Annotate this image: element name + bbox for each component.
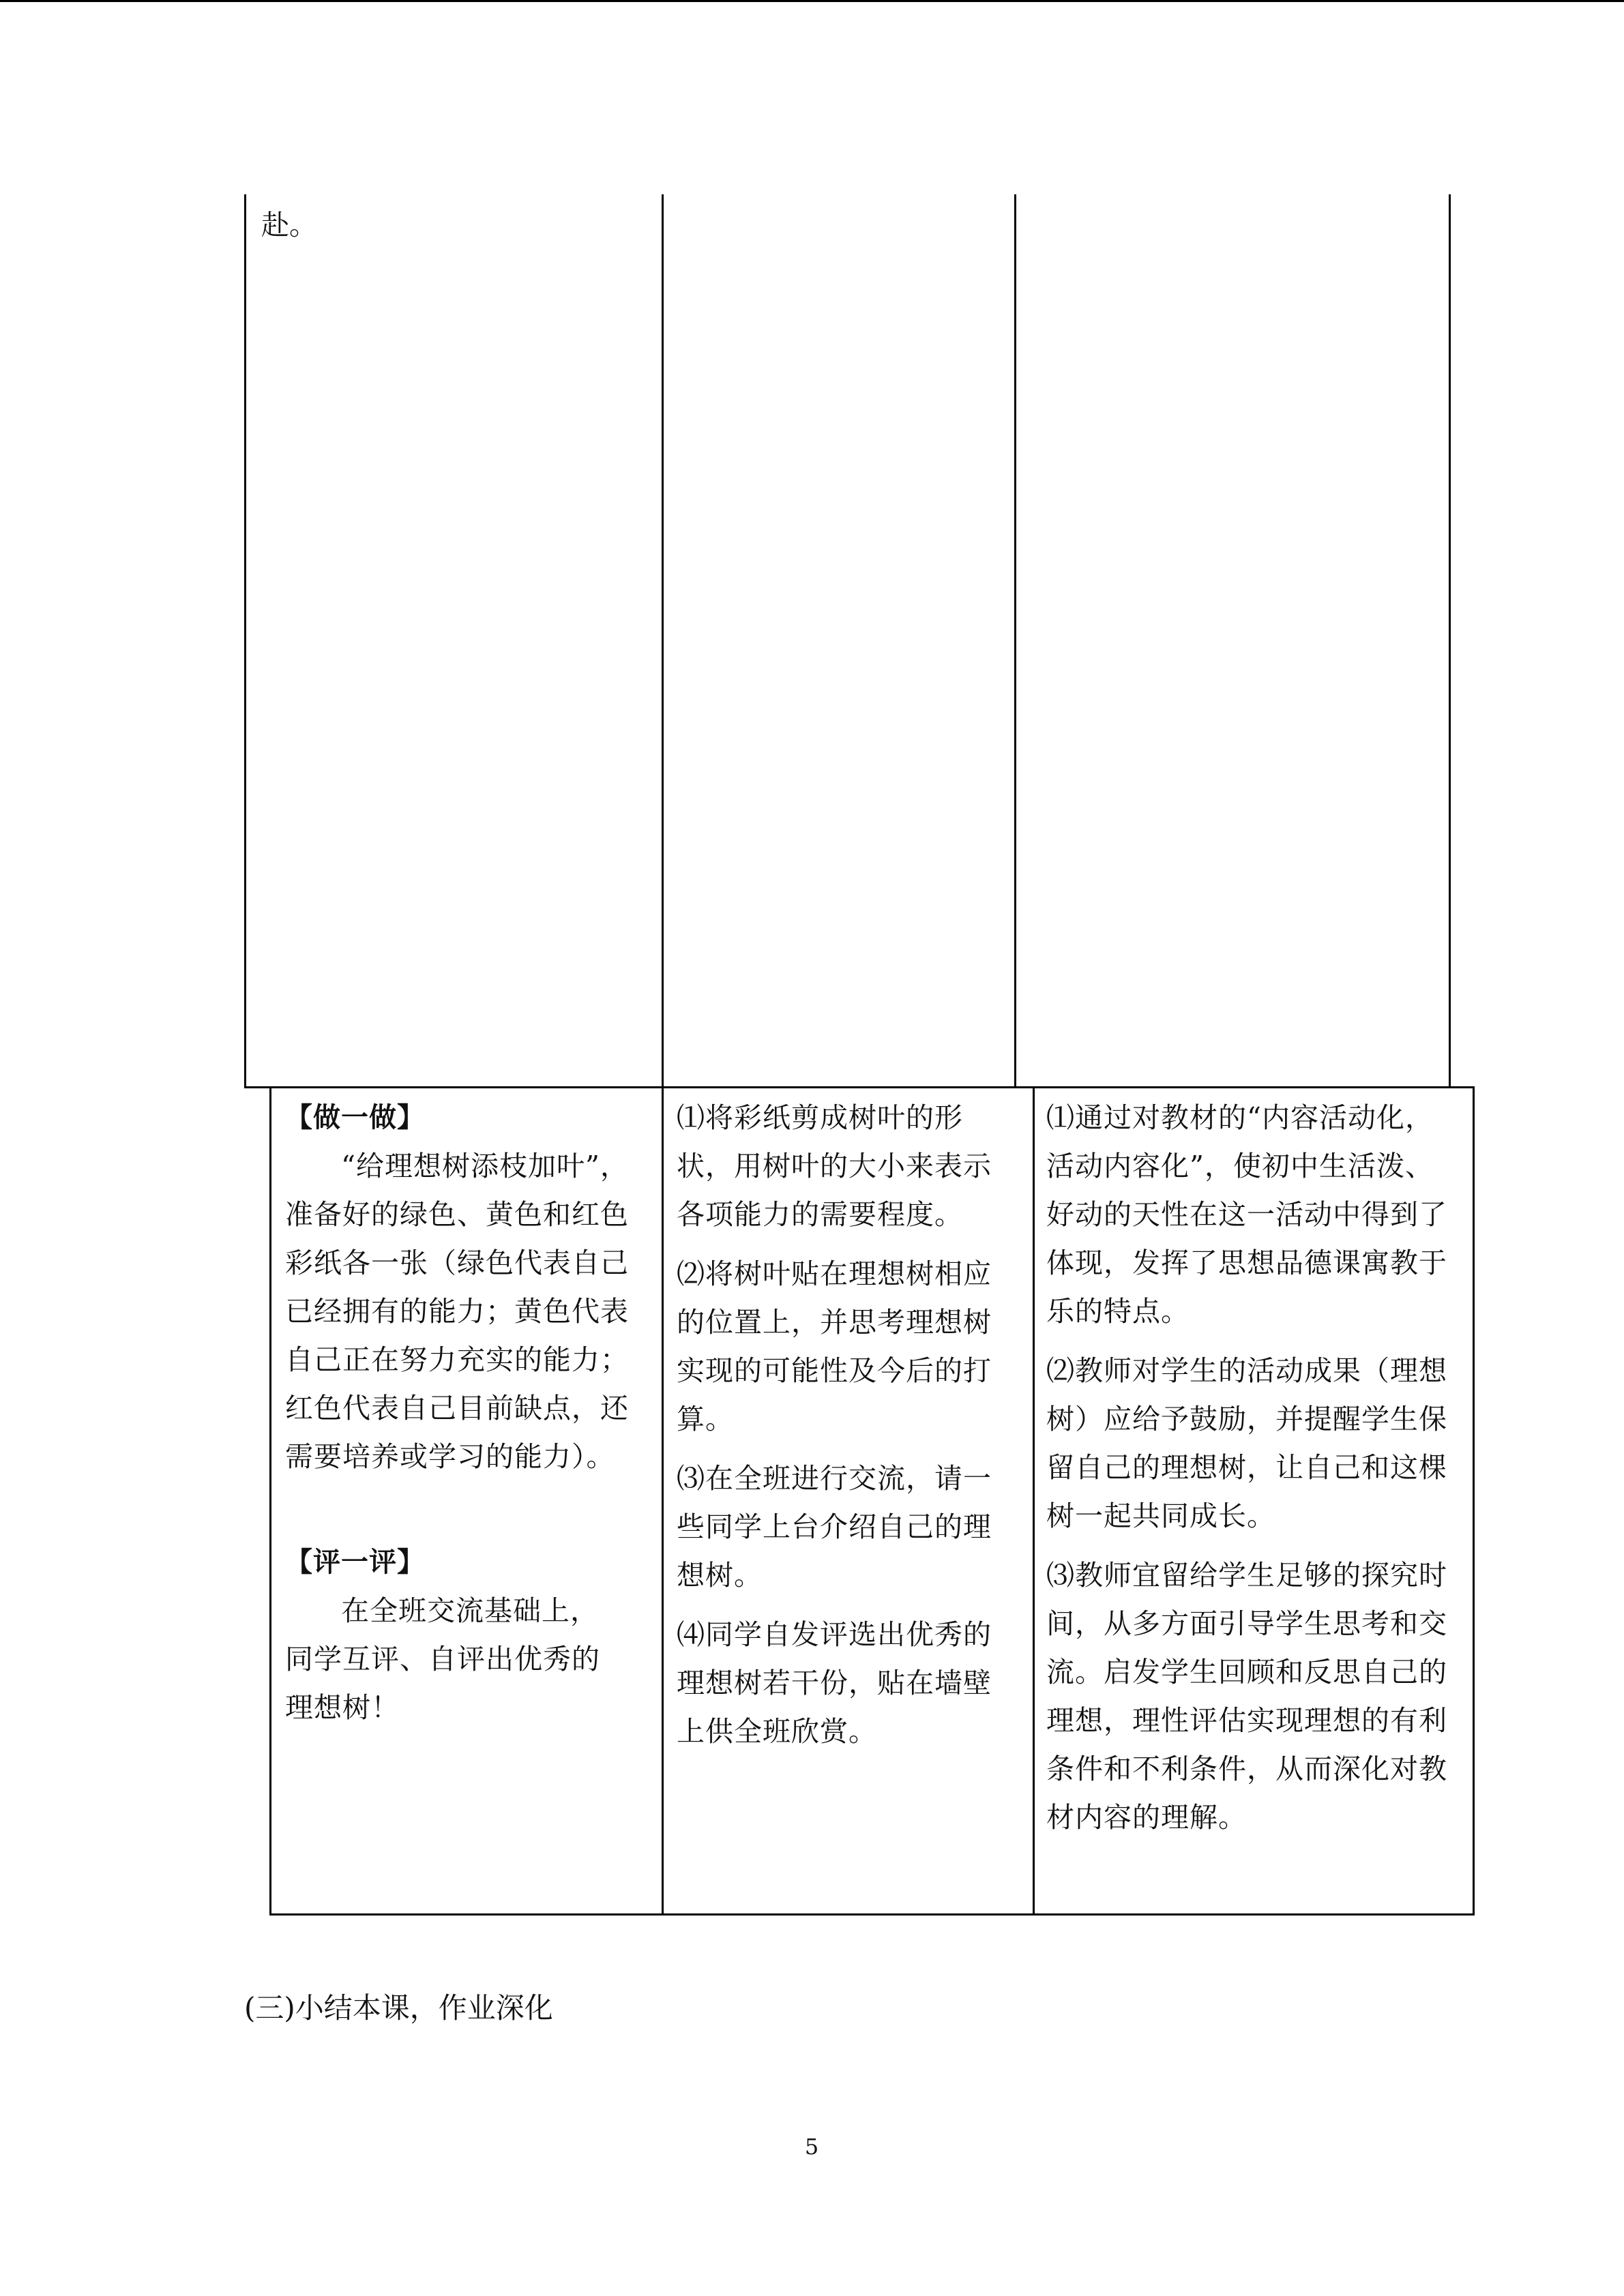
design-notes-cell [1046,1094,1456,1853]
upper-table-border-right [1449,194,1451,1088]
student-step: ⑶在全班进行交流，请一些同学上台介绍自己的理想树。 [677,1462,992,1592]
upper-table-divider-1 [662,194,664,1088]
do-it-description: “给理想树添枝加叶”，准备好的绿色、黄色和红色彩纸各一张（绿色代表自己已经拥有的能力；黄色代表自己正在努力充实的能力；红色代表自己目前缺点，还需要培养或学习的能力）。 [285,1150,629,1473]
lower-table-divider-1 [662,1086,664,1915]
student-step: ⑴将彩纸剪成树叶的形状，用树叶的大小来表示各项能力的需要程度。 [677,1101,992,1231]
student-steps-cell [677,1094,1018,1767]
section-heading: (三)小结本课，作业深化 [244,1991,553,2025]
lower-table-border-bottom [269,1913,1475,1915]
do-it-heading: 【做一做】 [285,1102,425,1133]
upper-table-divider-2 [1014,194,1016,1088]
upper-table-carryover-text: 赴。 [261,209,317,241]
lower-table-divider-2 [1033,1086,1035,1915]
lower-table-border-top [244,1086,1475,1088]
design-note: ⑶教师宜留给学生足够的探究时间，从多方面引导学生思考和交流。启发学生回顾和反思自己的理想，理性评估实现理想的有利条件和不利条件，从而深化对教材内容的理解。 [1046,1559,1447,1834]
evaluate-description: 在全班交流基础上，同学互评、自评出优秀的理想树！ [285,1594,600,1724]
lower-table-border-right [1473,1086,1475,1915]
evaluate-heading: 【评一评】 [285,1547,425,1578]
page-top-border [0,0,1624,2]
student-step: ⑷同学自发评选出优秀的理想树若干份，贴在墙壁上供全班欣赏。 [677,1618,992,1748]
activity-cell [285,1094,653,1732]
page-number: 5 [804,2134,819,2160]
spacer [285,1481,653,1538]
design-note: ⑴通过对教材的“内容活动化，活动内容化”，使初中生活泼、好动的天性在这一活动中得到了体现，发挥了思想品德课寓教于乐的特点。 [1046,1101,1447,1328]
student-step: ⑵将树叶贴在理想树相应的位置上，并思考理想树实现的可能性及今后的打算。 [677,1257,992,1435]
design-note: ⑵教师对学生的活动成果（理想树）应给予鼓励，并提醒学生保留自己的理想树，让自己和这棵树一起共同成长。 [1046,1354,1447,1532]
upper-table-border-left [244,194,246,1088]
lower-table-border-left [269,1086,271,1915]
